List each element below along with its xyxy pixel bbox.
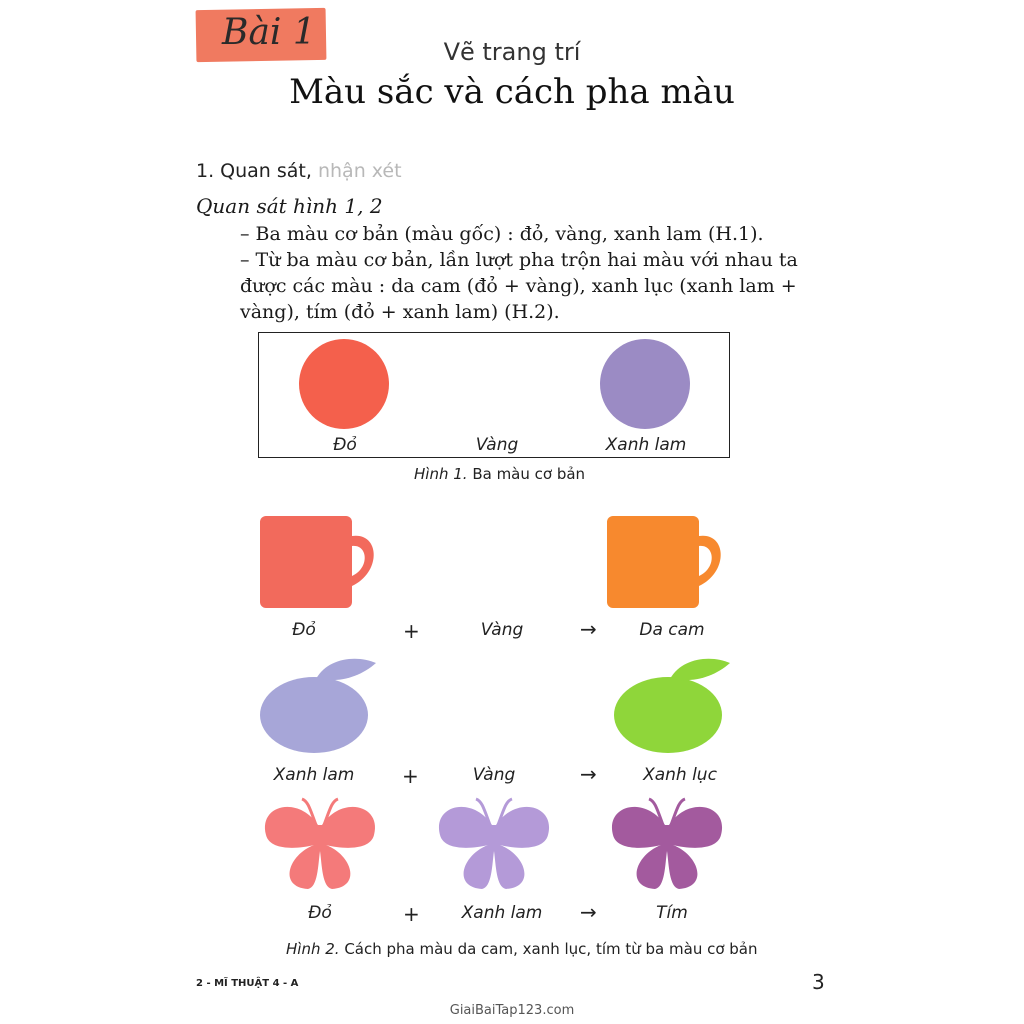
row2-left-label: Xanh lam: [273, 765, 355, 785]
pink-butterfly-icon: [258, 795, 383, 895]
figure1-swatches: [298, 338, 698, 434]
figure1-caption-prefix: Hình 1.: [414, 465, 468, 483]
orange-cup-icon: [605, 514, 730, 610]
figure1-caption-text: Ba màu cơ bản: [467, 465, 586, 483]
row3-left-label: Đỏ: [308, 903, 332, 923]
watermark: GiaiBaiTap123.com: [449, 1003, 575, 1018]
blue-fruit-icon: [258, 655, 378, 755]
row1-left-label: Đỏ: [292, 620, 316, 640]
row3-arrow: →: [580, 900, 597, 924]
row2-right-label: Xanh lục: [643, 765, 717, 785]
row3-right-label: Tím: [656, 903, 688, 923]
figure2-caption: [286, 940, 758, 958]
section-heading-faded: nhận xét: [311, 160, 402, 182]
row1-middle-label: Vàng: [480, 620, 524, 640]
page-title: Màu sắc và cách pha màu: [289, 72, 735, 112]
book-footer: 2 - MĨ THUẬT 4 - A: [196, 978, 299, 989]
label-blue: Xanh lam: [605, 435, 687, 455]
observe-instruction: Quan sát hình 1, 2: [196, 194, 383, 218]
row3-plus: +: [403, 902, 420, 926]
figure1-caption: [414, 465, 585, 483]
row2-middle-label: Vàng: [472, 765, 516, 785]
row1-right-label: Da cam: [639, 620, 705, 640]
lilac-butterfly-icon: [432, 795, 557, 895]
red-swatch: [299, 339, 389, 429]
section-heading-text: 1. Quan sát,: [196, 160, 312, 182]
figure2-caption-text: Cách pha màu da cam, xanh lục, tím từ ba màu cơ bản: [339, 940, 758, 958]
row2-plus: +: [402, 764, 419, 788]
red-cup-icon: [258, 514, 383, 610]
blue-swatch: [600, 339, 690, 429]
row1-arrow: →: [580, 617, 597, 641]
row1-plus: +: [403, 619, 420, 643]
row2-arrow: →: [580, 762, 597, 786]
lesson-subtitle: Vẽ trang trí: [443, 38, 581, 66]
label-yellow: Vàng: [475, 435, 519, 455]
green-fruit-icon: [612, 655, 732, 755]
bullet-primary-colors: – Ba màu cơ bản (màu gốc) : đỏ, vàng, xanh lam (H.1).: [240, 223, 764, 245]
row3-middle-label: Xanh lam: [461, 903, 543, 923]
section-heading: [196, 160, 402, 182]
label-red: Đỏ: [333, 435, 357, 455]
figure2-caption-prefix: Hình 2.: [286, 940, 340, 958]
purple-butterfly-icon: [605, 795, 730, 895]
lesson-badge-text: Bài 1: [222, 12, 316, 53]
page-number: 3: [812, 970, 825, 994]
bullet-mixing: – Từ ba màu cơ bản, lần lượt pha trộn hai màu với nhau ta được các màu : da cam (đỏ + vàng), xanh lục (xanh lam + vàng), tím (đỏ + xanh lam) (H.2).: [240, 249, 798, 323]
